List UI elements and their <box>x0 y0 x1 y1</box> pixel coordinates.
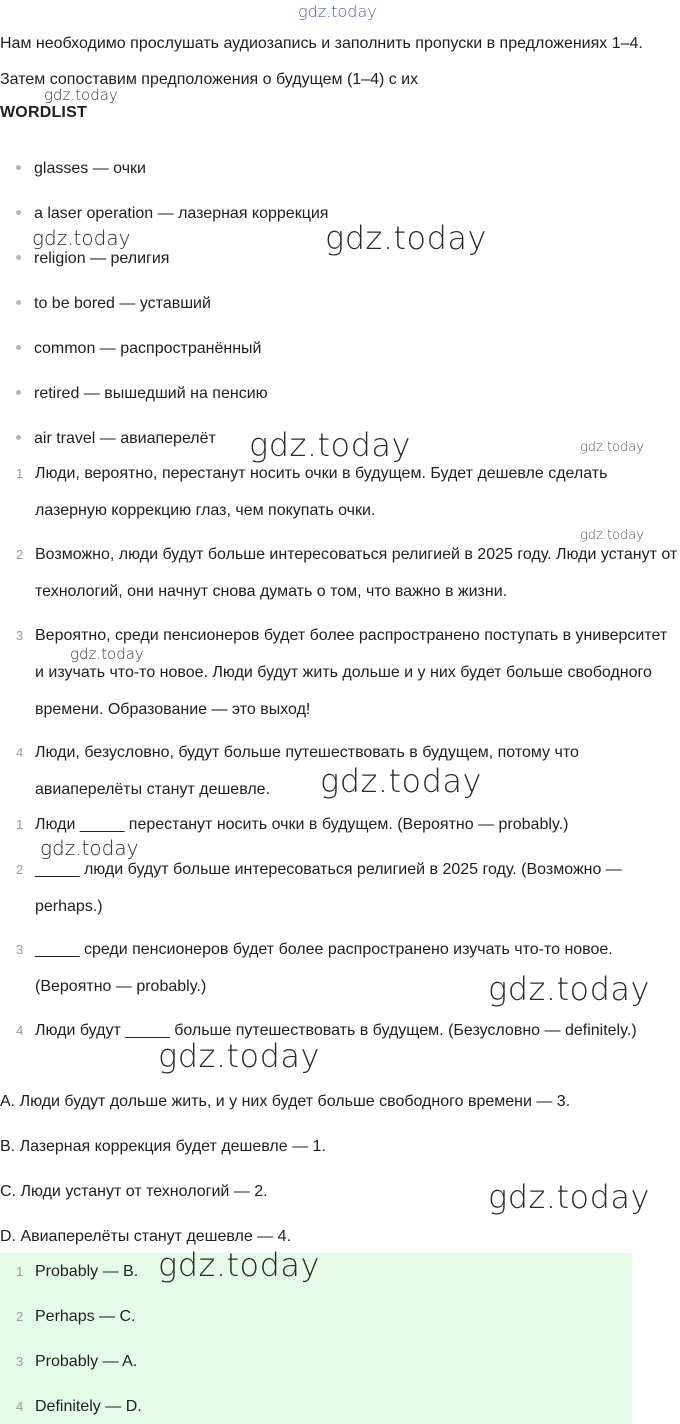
wordlist-item: retired — вышедший на пенсию <box>16 382 268 406</box>
wordlist-item: religion — религия <box>16 247 169 271</box>
watermark: gdz.today <box>325 219 487 257</box>
bullet-icon <box>16 345 21 350</box>
wordlist-item: air travel — авиаперелёт <box>16 427 216 451</box>
watermark: gdz.today <box>298 2 377 21</box>
answer-item: 3 Probably — A. <box>16 1353 138 1370</box>
watermark: gdz.today <box>44 86 118 104</box>
bullet-icon <box>16 255 21 260</box>
answer-item: 2 Perhaps — C. <box>16 1308 136 1325</box>
wordlist-item: common — распространённый <box>16 337 261 361</box>
answer-item: 4 Definitely — D. <box>16 1398 142 1415</box>
watermark: gdz.today <box>580 440 644 455</box>
watermark: gdz.today <box>158 1037 320 1075</box>
watermark: gdz.today <box>32 226 131 250</box>
match-item: A. Люди будут дольше жить, и у них будет больше свободного времени — 3. <box>0 1093 571 1110</box>
watermark: gdz.today <box>580 528 644 543</box>
watermark: gdz.today <box>249 426 411 464</box>
watermark: gdz.today <box>488 1178 650 1216</box>
bullet-icon <box>16 390 21 395</box>
watermark: gdz.today <box>40 836 139 860</box>
wordlist-heading: WORDLIST <box>0 104 87 121</box>
bullet-icon <box>16 300 21 305</box>
bullet-icon <box>16 165 21 170</box>
intro-text: Нам необходимо прослушать аудиозапись и заполнить пропуски в предложениях 1–4. Затем сопоставим предположения о будущем (1–4) с их <box>0 35 643 88</box>
watermark: gdz.today <box>158 1246 320 1284</box>
match-item: B. Лазерная коррекция будет дешевле — 1. <box>0 1138 326 1155</box>
wordlist-item: to be bored — уставший <box>16 292 211 316</box>
watermark: gdz.today <box>70 645 144 663</box>
bullet-icon <box>16 210 21 215</box>
wordlist-item: glasses — очки <box>16 157 146 181</box>
match-item: C. Люди устанут от технологий — 2. <box>0 1183 268 1200</box>
wordlist-item: a laser operation — лазерная коррекция <box>16 202 328 226</box>
watermark: gdz.today <box>488 970 650 1008</box>
watermark: gdz.today <box>320 762 482 800</box>
bullet-icon <box>16 435 21 440</box>
answer-item: 1 Probably — B. <box>16 1263 139 1280</box>
match-item: D. Авиаперелёты станут дешевле — 4. <box>0 1228 292 1245</box>
